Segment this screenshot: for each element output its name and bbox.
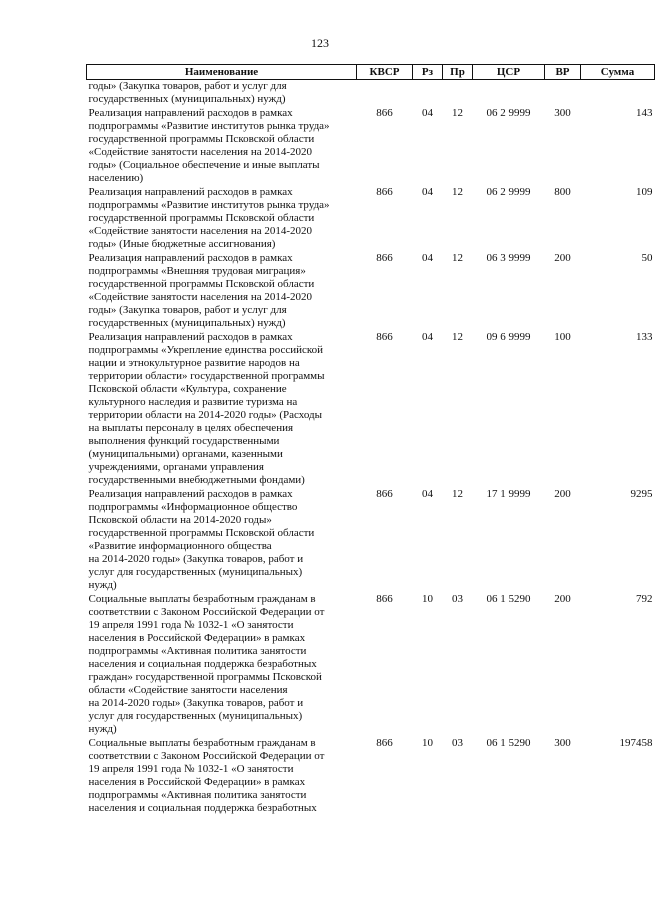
row-vr: 100 xyxy=(554,331,571,343)
row-name-line: подпрограммы «Развитие институтов рынка труда» xyxy=(88,120,330,132)
row-name-line: подпрограммы «Внешняя трудовая миграция» xyxy=(88,265,306,277)
row-name-line: Социальные выплаты безработным гражданам в xyxy=(88,593,316,605)
row-name xyxy=(87,80,357,108)
row-name-line: на выплаты персоналу в целях обеспечения xyxy=(88,422,294,434)
row-name-line: Реализация направлений расходов в рамках xyxy=(88,488,293,500)
row-kvsr: 866 xyxy=(376,737,393,749)
row-rz: 04 xyxy=(422,107,433,119)
row-csr: 06 1 5290 xyxy=(486,737,531,749)
row-pr: 12 xyxy=(452,252,463,264)
row-name-line: нужд) xyxy=(88,723,117,735)
row-csr: 09 6 9999 xyxy=(486,331,531,343)
row-name-line: подпрограммы «Укрепление единства российской xyxy=(88,344,324,356)
row-rz: 10 xyxy=(422,737,433,749)
table-row xyxy=(87,80,655,108)
row-name-line: 19 апреля 1991 года № 1032-1 «О занятости xyxy=(88,619,294,631)
row-sum: 792 xyxy=(636,593,653,605)
row-vr xyxy=(545,80,581,108)
table-row xyxy=(87,593,655,737)
table-row xyxy=(87,488,655,593)
header-pr: Пр xyxy=(443,65,473,80)
row-name-line: Социальные выплаты безработным гражданам в xyxy=(88,737,316,749)
page-number: 123 xyxy=(311,36,329,50)
row-name-line: годы» (Социальное обеспечение и иные выплаты xyxy=(88,159,320,171)
table-row xyxy=(87,107,655,186)
row-name-line: соответствии с Законом Российской Федерации от xyxy=(88,606,325,618)
row-rz: 04 xyxy=(422,331,433,343)
row-kvsr: 866 xyxy=(376,252,393,264)
row-pr: 03 xyxy=(452,737,463,749)
row-kvsr: 866 xyxy=(376,186,393,198)
row-sum: 133 xyxy=(636,331,653,343)
row-rz xyxy=(413,80,443,108)
row-sum xyxy=(581,80,655,108)
row-name-line: «Содействие занятости населения на 2014-2020 xyxy=(88,225,313,237)
row-name-line: государственной программы Псковской области xyxy=(88,527,315,539)
row-kvsr: 866 xyxy=(376,488,393,500)
row-kvsr: 866 xyxy=(376,331,393,343)
row-name-line: населению) xyxy=(88,172,144,184)
row-vr: 800 xyxy=(554,186,571,198)
row-name xyxy=(87,593,357,737)
row-pr: 12 xyxy=(452,186,463,198)
table-header xyxy=(87,65,655,80)
row-name-line: годы» (Иные бюджетные ассигнования) xyxy=(88,238,276,250)
row-rz: 04 xyxy=(422,186,433,198)
header-kvsr: КВСР xyxy=(357,65,413,80)
table-row xyxy=(87,252,655,331)
budget-table xyxy=(86,64,655,816)
row-name-line: нации и этнокультурное развитие народов на xyxy=(88,357,300,369)
header-vr: ВР xyxy=(545,65,581,80)
row-name xyxy=(87,488,357,593)
row-vr: 200 xyxy=(554,593,571,605)
row-name-line: учреждениями, органами управления xyxy=(88,461,264,473)
table-body xyxy=(87,80,655,817)
row-name-line: подпрограммы «Активная политика занятости xyxy=(88,645,307,657)
row-name-line: населения и социальная поддержка безработных xyxy=(88,658,317,670)
row-name-line: выполнения функций государственными xyxy=(88,435,280,447)
table-row xyxy=(87,737,655,816)
row-csr: 06 2 9999 xyxy=(486,107,531,119)
row-name-line: населения в Российской Федерации» в рамках xyxy=(88,776,306,788)
row-pr: 12 xyxy=(452,107,463,119)
row-kvsr: 866 xyxy=(376,593,393,605)
header-name: Наименование xyxy=(87,65,357,80)
row-name-line: на 2014-2020 годы» (Закупка товаров, работ и xyxy=(88,553,304,565)
row-name-line: годы» (Закупка товаров, работ и услуг для xyxy=(88,80,287,92)
row-name-line: соответствии с Законом Российской Федерации от xyxy=(88,750,325,762)
row-name-line: культурного наследия и развитие туризма на xyxy=(88,396,298,408)
row-name-line: государственной программы Псковской области xyxy=(88,212,315,224)
row-csr: 06 2 9999 xyxy=(486,186,531,198)
row-kvsr xyxy=(357,80,413,108)
row-name xyxy=(87,186,357,252)
row-rz: 04 xyxy=(422,488,433,500)
row-name-line: подпрограммы «Информационное общество xyxy=(88,501,298,513)
row-name-line: граждан» государственной программы Псковской xyxy=(88,671,322,683)
row-sum: 9295 xyxy=(630,488,653,500)
row-name-line: Реализация направлений расходов в рамках xyxy=(88,107,293,119)
row-name-line: государственной программы Псковской области xyxy=(88,278,315,290)
row-name xyxy=(87,737,357,816)
row-pr: 12 xyxy=(452,331,463,343)
row-rz: 10 xyxy=(422,593,433,605)
row-name-line: услуг для государственных (муниципальных) xyxy=(88,710,303,722)
row-name-line: подпрограммы «Активная политика занятости xyxy=(88,789,307,801)
header-csr: ЦСР xyxy=(473,65,545,80)
row-sum: 197458 xyxy=(619,737,653,749)
row-pr: 12 xyxy=(452,488,463,500)
row-name xyxy=(87,252,357,331)
row-name-line: 19 апреля 1991 года № 1032-1 «О занятости xyxy=(88,763,294,775)
row-name-line: Псковской области на 2014-2020 годы» xyxy=(88,514,272,526)
row-name-line: государственными внебюджетными фондами) xyxy=(88,474,305,486)
row-name xyxy=(87,331,357,488)
row-vr: 200 xyxy=(554,252,571,264)
row-name-line: Реализация направлений расходов в рамках xyxy=(88,331,293,343)
row-sum: 143 xyxy=(636,107,653,119)
header-rz: Рз xyxy=(413,65,443,80)
row-name-line: подпрограммы «Развитие институтов рынка труда» xyxy=(88,199,330,211)
row-name-line: годы» (Закупка товаров, работ и услуг для xyxy=(88,304,287,316)
table-row xyxy=(87,186,655,252)
row-kvsr: 866 xyxy=(376,107,393,119)
row-name-line: территории области» государственной программы xyxy=(88,370,325,382)
row-name xyxy=(87,107,357,186)
row-vr: 300 xyxy=(554,737,571,749)
row-name-line: территории области на 2014-2020 годы» (Расходы xyxy=(88,409,323,421)
row-name-line: (муниципальными) органами, казенными xyxy=(88,448,283,460)
row-name-line: Псковской области «Культура, сохранение xyxy=(88,383,287,395)
row-name-line: государственной программы Псковской области xyxy=(88,133,315,145)
row-sum: 109 xyxy=(636,186,653,198)
row-vr: 200 xyxy=(554,488,571,500)
row-csr: 06 1 5290 xyxy=(486,593,531,605)
row-name-line: Реализация направлений расходов в рамках xyxy=(88,186,293,198)
row-rz: 04 xyxy=(422,252,433,264)
row-name-line: «Развитие информационного общества xyxy=(88,540,272,552)
row-name-line: государственных (муниципальных) нужд) xyxy=(88,317,286,329)
row-sum: 50 xyxy=(641,252,653,264)
row-name-line: населения и социальная поддержка безработных xyxy=(88,802,317,814)
header-sum: Сумма xyxy=(581,65,655,80)
row-pr xyxy=(443,80,473,108)
row-name-line: Реализация направлений расходов в рамках xyxy=(88,252,293,264)
row-pr: 03 xyxy=(452,593,463,605)
row-name-line: «Содействие занятости населения на 2014-2020 xyxy=(88,291,313,303)
row-vr: 300 xyxy=(554,107,571,119)
table-row xyxy=(87,331,655,488)
row-name-line: населения в Российской Федерации» в рамках xyxy=(88,632,306,644)
row-csr: 06 3 9999 xyxy=(486,252,531,264)
row-name-line: на 2014-2020 годы» (Закупка товаров, работ и xyxy=(88,697,304,709)
row-csr: 17 1 9999 xyxy=(486,488,531,500)
row-name-line: «Содействие занятости населения на 2014-2020 xyxy=(88,146,313,158)
row-name-line: нужд) xyxy=(88,579,117,591)
row-name-line: государственных (муниципальных) нужд) xyxy=(88,93,286,105)
row-csr xyxy=(473,80,545,108)
row-name-line: области «Содействие занятости населения xyxy=(88,684,288,696)
row-name-line: услуг для государственных (муниципальных) xyxy=(88,566,303,578)
